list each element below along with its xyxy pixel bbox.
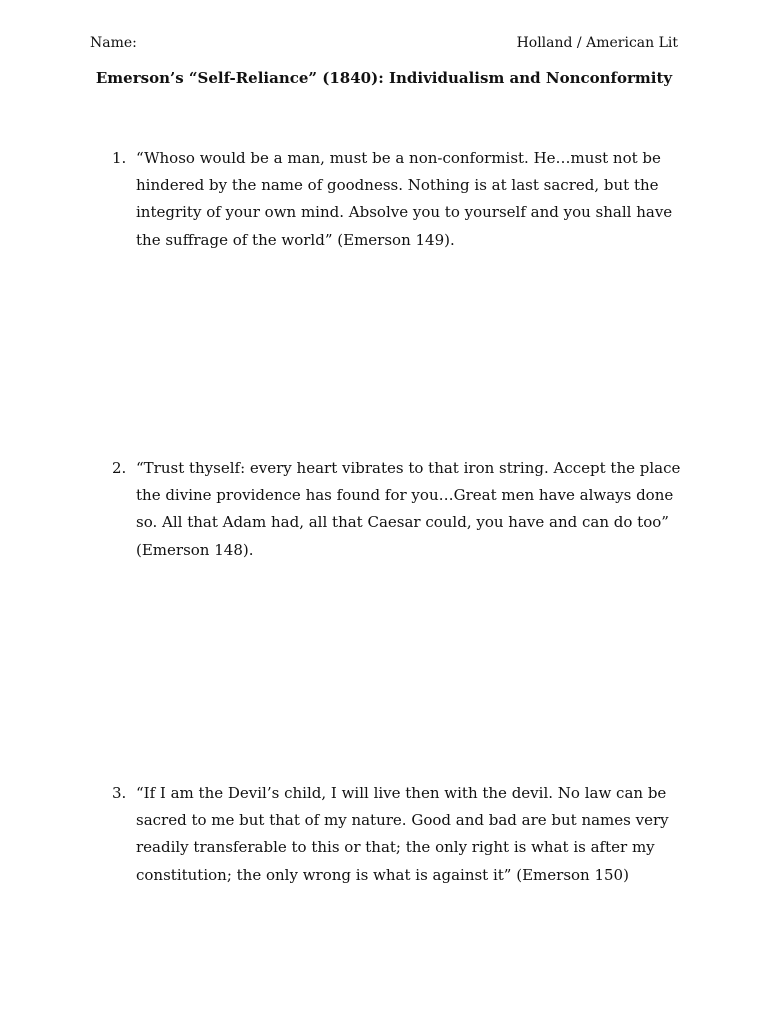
page-title: Emerson’s “Self-Reliance” (1840): Individualism and Nonconformity	[95, 69, 673, 87]
list-item	[112, 145, 692, 254]
quote-text: “If I am the Devil’s child, I will live then with the devil. No law can be sacred to me but that of my nature. Good and bad are but names very readily transferable to this or that; the only right is what is after my constitution; the only wrong is what is against it” (Emerson 150)	[136, 784, 669, 884]
item-number: 2.	[112, 459, 127, 477]
quote-text: “Trust thyself: every heart vibrates to that iron string. Accept the place the divine providence has found for you…Great men have always done so. All that Adam had, all that Caesar could, you have and can do too” (Emerson 148).	[136, 459, 681, 559]
quote-text: “Whoso would be a man, must be a non-conformist. He…must not be hindered by the name of goodness. Nothing is at last sacred, but the integrity of your own mind. Absolve you to yourself and you shall have the suffrage of the world” (Emerson 149).	[136, 149, 673, 249]
page-header	[90, 34, 678, 52]
item-number: 3.	[112, 784, 127, 802]
list-item	[112, 455, 692, 564]
course-label: Holland / American Lit	[516, 35, 678, 51]
item-number: 1.	[112, 149, 127, 167]
list-item	[112, 780, 692, 889]
name-label: Name:	[90, 35, 137, 51]
